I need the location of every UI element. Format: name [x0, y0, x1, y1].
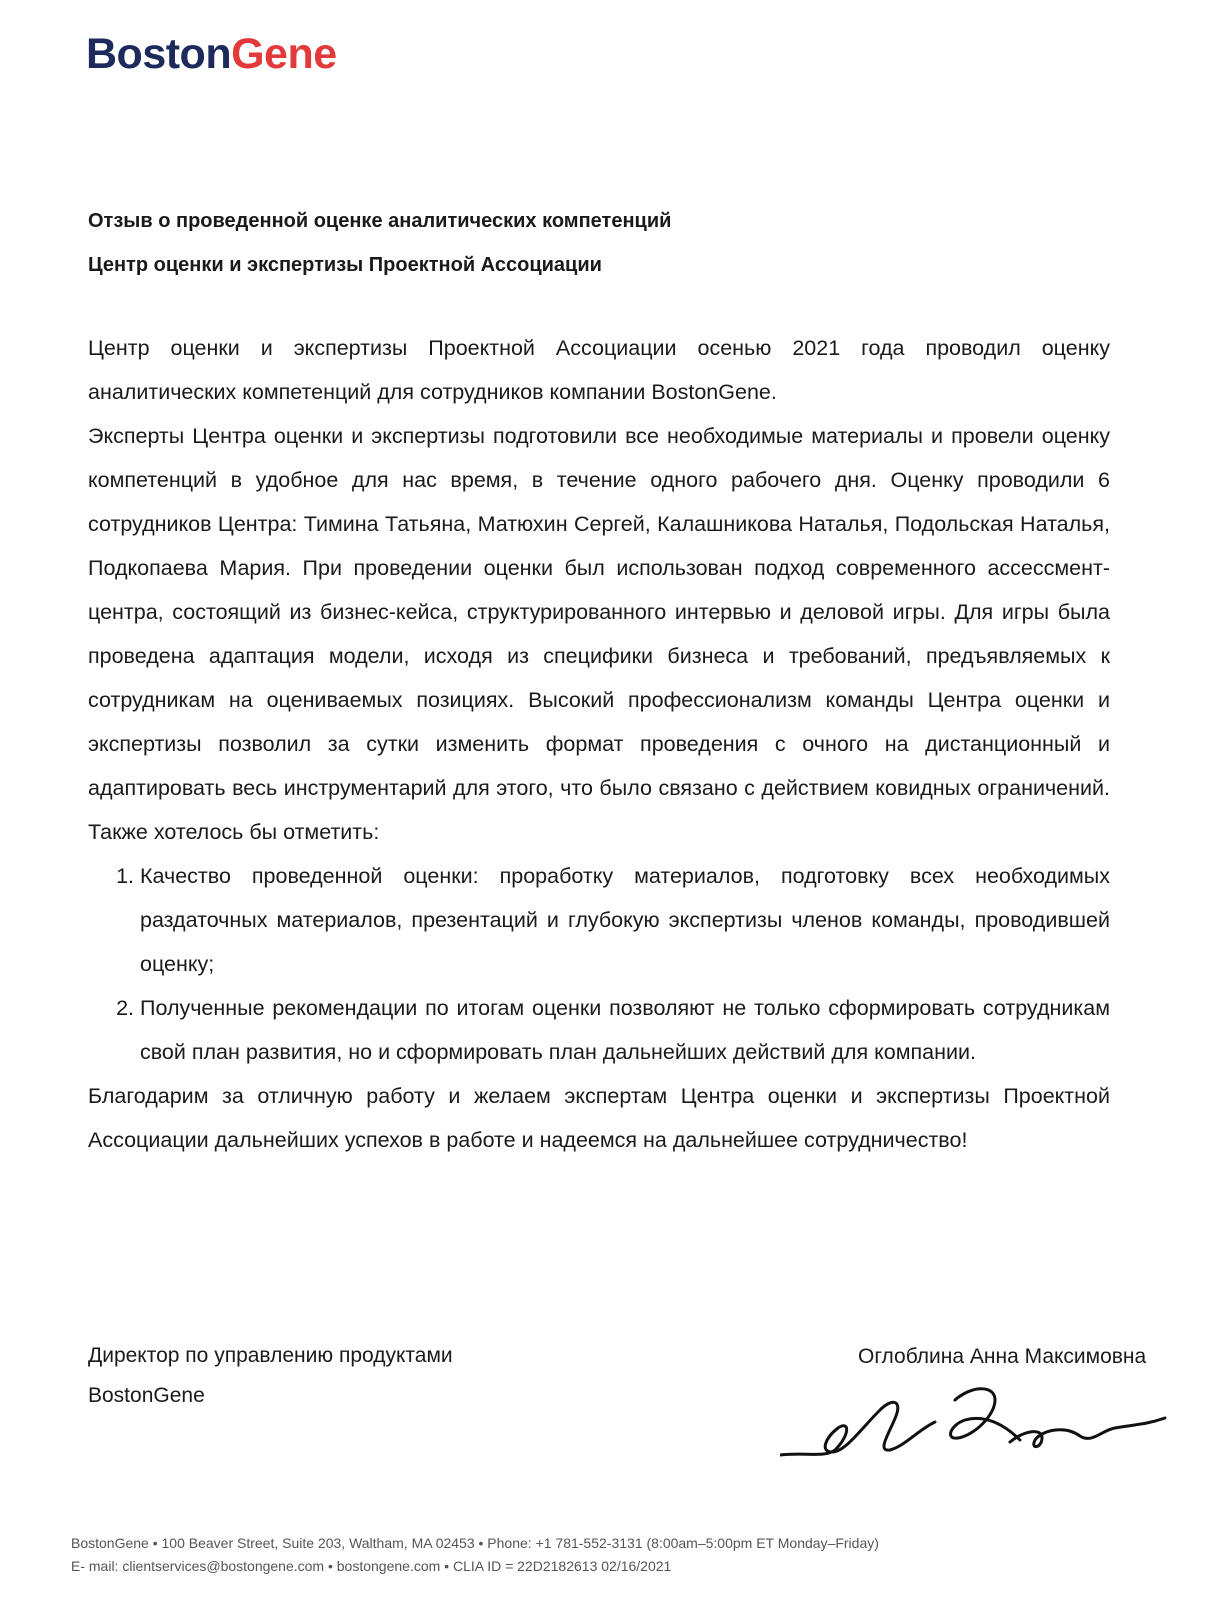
paragraph-intro: Центр оценки и экспертизы Проектной Ассоциации осенью 2021 года проводил оценку аналитических компетенций для сотрудников компании BostonGene. — [88, 336, 1110, 404]
handwritten-signature — [780, 1380, 1170, 1490]
title-line-2: Центр оценки и экспертизы Проектной Ассоциации — [88, 254, 602, 276]
list-item: 1. Качество проведенной оценки: проработку материалов, подготовку всех необходимых раздаточных материалов, презентаций и глубокую экспертизы членов команды, проводившей оценку; — [140, 854, 1110, 986]
footer-line-2: E- mail: clientservices@bostongene.com • bostongene.com • CLIA ID = 22D2182613 02/16/2021 — [71, 1558, 672, 1574]
paragraph-main: Эксперты Центра оценки и экспертизы подготовили все необходимые материалы и провели оценку компетенций в удобное для нас время, в течение одного рабочего дня. Оценку проводили 6 сотрудников Центра: Тимина Татьяна, Матюхин Сергей, Калашникова Наталья, Подольская Наталья, Подкопаева Мария. При проведении оценки был использован подход современного ассессмент-центра, состоящий из бизнес-кейса, структурированного интервью и деловой игры. Для игры была проведена адаптация модели, исходя из специфики бизнеса и требований, предъявляемых к сотрудникам на оцениваемых позициях. Высокий профессионализм команды Центра оценки и экспертизы позволил за сутки изменить формат проведения с очного на дистанционный и адаптировать весь инструментарий для этого, что было связано с действием ковидных ограничений. Также хотелось бы отметить: — [88, 424, 1110, 844]
signer-company: BostonGene — [88, 1384, 205, 1407]
page-footer — [71, 1532, 879, 1578]
paragraph-closing: Благодарим за отличную работу и желаем экспертам Центра оценки и экспертизы Проектной Ассоциации дальнейших успехов в работе и надеемся на дальнейшее сотрудничество! — [88, 1084, 1110, 1152]
logo-part-gene: Gene — [231, 30, 337, 78]
title-line-1: Отзыв о проведенной оценке аналитических компетенций — [88, 210, 672, 232]
list-item: 2. Полученные рекомендации по итогам оценки позволяют не только сформировать сотрудникам свой план развития, но и сформировать план дальнейших действий для компании. — [140, 986, 1110, 1074]
letter-body — [88, 326, 1110, 1162]
highlights-list — [88, 854, 1110, 1074]
signer-name: Оглоблина Анна Максимовна — [858, 1345, 1147, 1368]
bostongene-logo — [86, 30, 337, 79]
signer-position: Директор по управлению продуктами — [88, 1344, 453, 1367]
logo-part-boston: Boston — [86, 30, 232, 78]
signer-position-block — [88, 1336, 453, 1416]
document-title — [88, 199, 671, 287]
footer-line-1: BostonGene • 100 Beaver Street, Suite 203, Waltham, MA 02453 • Phone: +1 781-552-3131 (8:00am–5:00pm ET Monday–Friday) — [71, 1535, 879, 1551]
